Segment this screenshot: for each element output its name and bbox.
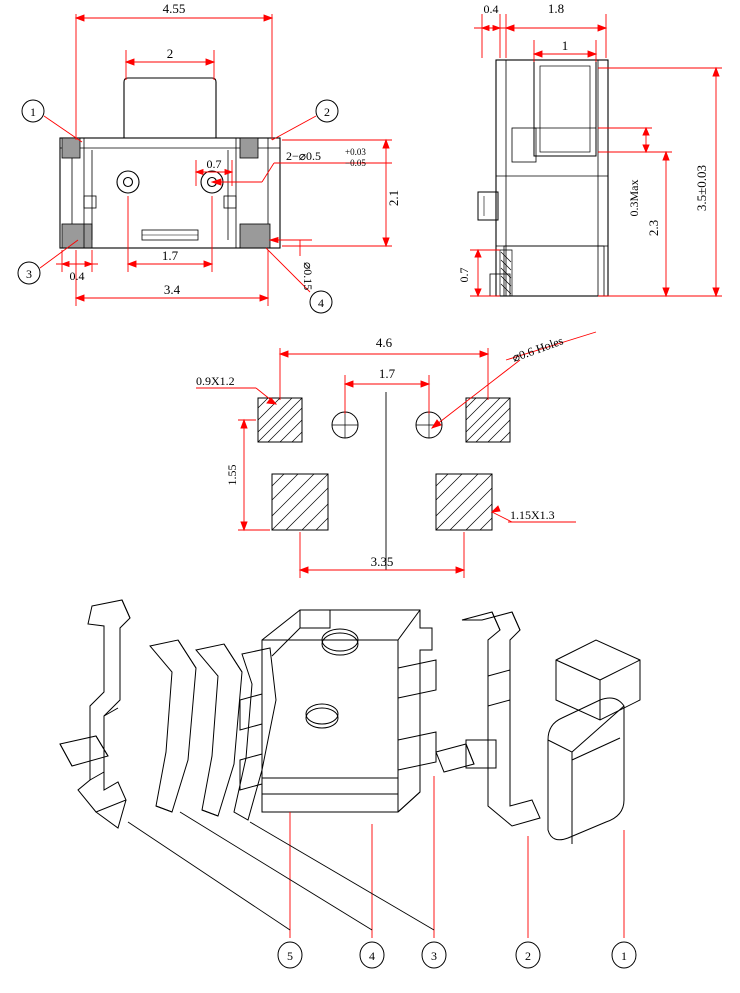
balloon-4-front: 4 xyxy=(318,296,324,310)
balloon-1-exploded: 1 xyxy=(621,949,627,963)
dim-3-4: 3.4 xyxy=(163,282,181,297)
dim-hole-tol-upper: +0.03 xyxy=(345,147,366,157)
dim-side-0-3-max: 0.3Max xyxy=(627,179,641,217)
dim-fp-pad-top: 0.9X1.2 xyxy=(196,374,235,388)
dim-hole-callout: 2−⌀0.5 xyxy=(286,149,321,163)
dim-fp-1-7: 1.7 xyxy=(378,366,396,381)
dim-fp-holes: ⌀0.6 Holes xyxy=(510,333,566,365)
dim-side-1-8: 1.8 xyxy=(547,1,565,16)
dim-side-2-3: 2.3 xyxy=(646,219,661,237)
dim-hole-tol-lower: −0.05 xyxy=(345,158,366,168)
balloon-2-exploded: 2 xyxy=(525,949,531,963)
balloon-3-front: 3 xyxy=(26,267,32,281)
balloon-4-exploded: 4 xyxy=(369,949,375,963)
dim-side-0-4: 0.4 xyxy=(483,2,499,16)
dim-1-7: 1.7 xyxy=(161,248,179,263)
balloon-3-exploded: 3 xyxy=(431,949,437,963)
dim-side-3-5: 3.5±0.03 xyxy=(694,164,709,212)
exploded-view-leaders xyxy=(290,776,624,938)
balloon-5-exploded: 5 xyxy=(287,949,293,963)
side-view-dimension-labels xyxy=(457,1,709,283)
footprint-view xyxy=(258,392,510,570)
balloon-2-front: 2 xyxy=(324,105,330,119)
exploded-view xyxy=(60,600,640,844)
balloon-1-front: 1 xyxy=(30,105,36,119)
dim-fp-4-6: 4.6 xyxy=(375,335,393,350)
side-view xyxy=(478,60,608,296)
exploded-view-balloons xyxy=(278,942,636,968)
dim-side-1: 1 xyxy=(561,38,569,53)
dim-fp-pad-bot: 1.15X1.3 xyxy=(510,508,555,522)
front-view-dimension-labels xyxy=(70,1,402,297)
footprint-dimensions xyxy=(196,332,596,578)
dim-fp-1-55: 1.55 xyxy=(225,464,239,486)
dim-0-7: 0.7 xyxy=(206,157,222,171)
dim-dia-0-15: ⌀0.15 xyxy=(301,262,315,291)
dim-4-55: 4.55 xyxy=(162,1,186,16)
exploded-view-black-leaders xyxy=(128,812,434,930)
dim-2: 2 xyxy=(166,46,174,61)
front-view xyxy=(60,78,280,248)
dim-0-4: 0.4 xyxy=(69,269,85,283)
dim-2-1: 2.1 xyxy=(386,189,401,207)
footprint-dimension-labels xyxy=(196,333,565,569)
dim-fp-3-35: 3.35 xyxy=(370,554,394,569)
dim-side-0-7: 0.7 xyxy=(457,267,471,283)
